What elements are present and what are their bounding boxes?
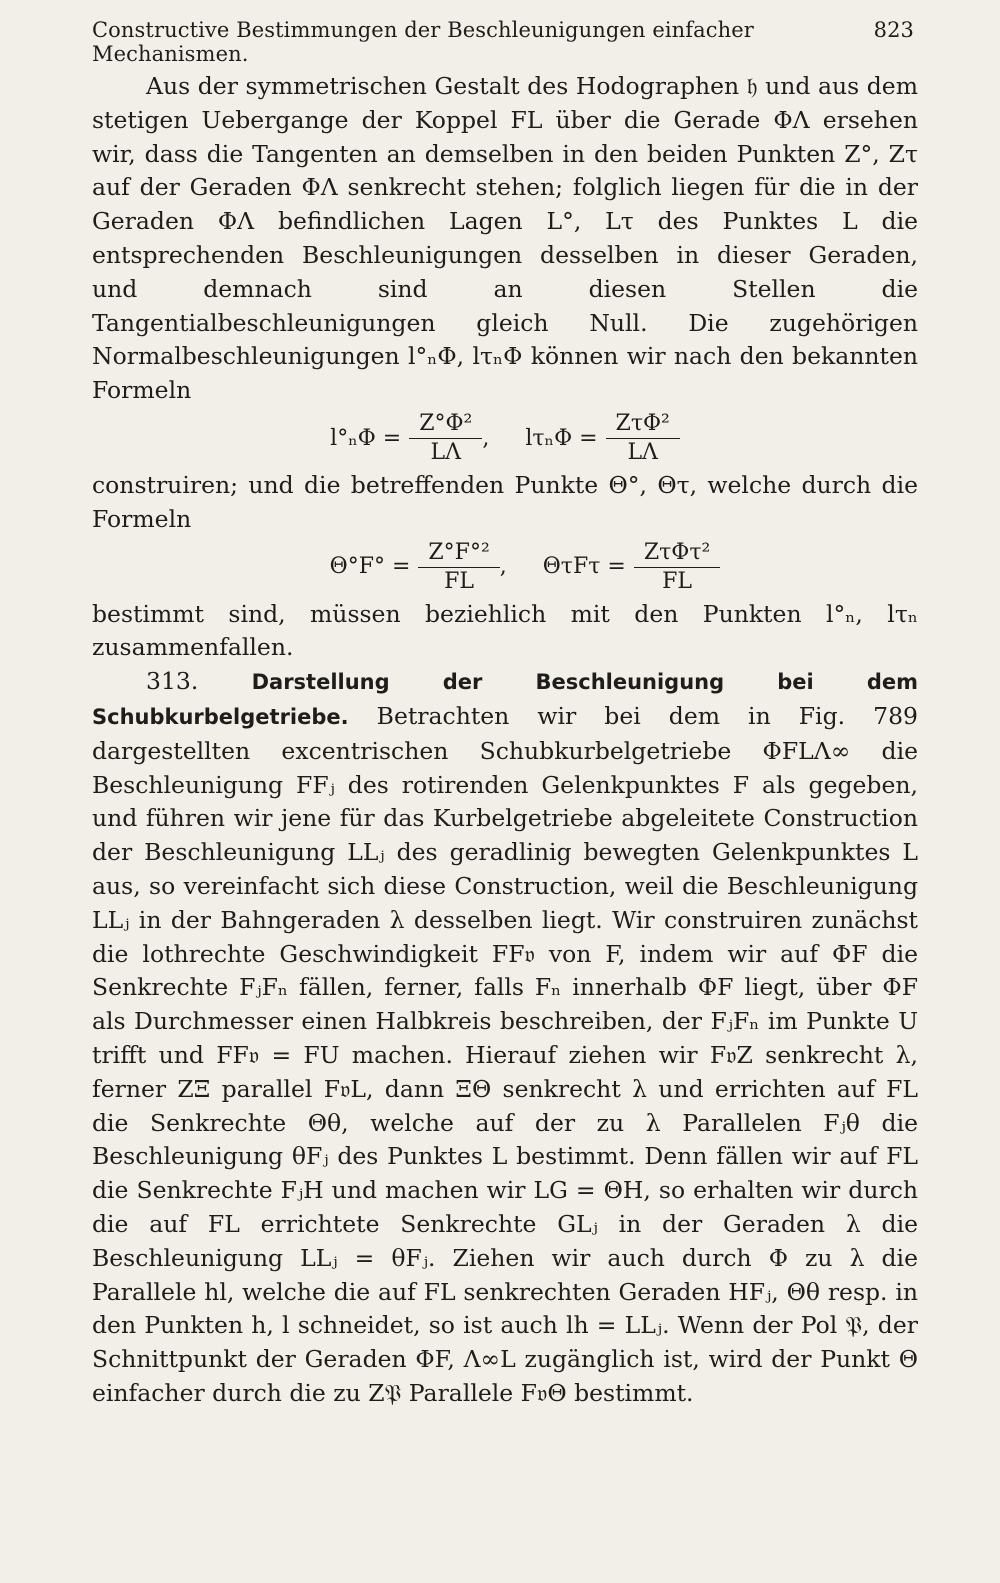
formula-left (330, 410, 489, 467)
fraction (418, 539, 499, 596)
formula-lhs: ΘτFτ = (542, 554, 626, 580)
formula-right (543, 539, 721, 596)
paragraph-bestimmt: bestimmt sind, müssen beziehlich mit den Punkten l°ₙ, lτₙ zusammenfallen. (92, 599, 918, 662)
denominator: LΛ (430, 439, 462, 465)
body-text (92, 70, 918, 1411)
denominator: LΛ (627, 439, 658, 465)
header-title: Constructive Bestimmungen der Beschleunigungen einfacher Mechanismen. (92, 18, 754, 66)
paragraph-construiren: construiren; und die betreffenden Punkte Θ°, Θτ, welche durch die Formeln (92, 470, 918, 533)
numerator: ZτΦ² (606, 410, 680, 439)
formula-theta-points (132, 539, 918, 596)
numerator: Z°Φ² (409, 410, 482, 439)
section-text: Betrachten wir bei dem in Fig. 789 dargestellten excentrischen Schubkurbelgetriebe ΦFLΛ∞ die Beschleunigung FFⱼ des rotirenden Gelenkpunktes F als gegeben, und führen wir jene für das Kurbelgetriebe abgeleitete Construction der Beschleunigung LLⱼ des geradlinig bewegten Gelenkpunktes L aus, so vereinfacht sich diese Construction, weil die Beschleunigung LLⱼ in der Bahngeraden λ desselben liegt. Wir construiren zunächst die lothrechte Geschwindigkeit FF𝔳 von F, indem wir auf ΦF die Senkrechte FⱼFₙ fällen, ferner, falls Fₙ innerhalb ΦF liegt, über ΦF als Durchmesser einen Halbkreis beschreiben, der FⱼFₙ im Punkte U trifft und FF𝔳 = FU machen. Hierauf ziehen wir F𝔳Z senkrecht λ, ferner ZΞ parallel F𝔳L, dann ΞΘ senkrecht λ und errichten auf FL die Senkrechte Θθ, welche auf der zu λ Parallelen Fⱼθ die Beschleunigung θFⱼ des Punktes L bestimmt. Denn fällen wir auf FL die Senkrechte FⱼH und machen wir LG = ΘH, so erhalten wir durch die auf FL errichtete Senkrechte GLⱼ in der Geraden λ die Beschleunigung LLⱼ = θFⱼ. Ziehen wir auch durch Φ zu λ die Parallele hl, welche die auf FL senkrechten Geraden HFⱼ, Θθ resp. in den Punkten h, l schneidet, so ist auch lh = LLⱼ. Wenn der Pol 𝔓, der Schnittpunkt der Geraden ΦF, Λ∞L zugänglich ist, wird der Punkt Θ einfacher durch die zu Z𝔓 Parallele F𝔳Θ bestimmt. (92, 701, 918, 1407)
formula-lhs: l°ₙΦ = (330, 425, 402, 451)
denominator: FL (444, 568, 475, 594)
fraction (606, 410, 680, 467)
numerator: Z°F°² (418, 539, 499, 568)
formula-lhs: lτₙΦ = (525, 425, 598, 451)
formula-left (330, 539, 507, 596)
paragraph-hodograph: Aus der symmetrischen Gestalt des Hodographen 𝔥 und aus dem stetigen Uebergange der Koppel FL über die Gerade ΦΛ ersehen wir, dass die Tangenten an demselben in den beiden Punkten Z°, Zτ auf der Geraden ΦΛ senkrecht stehen; folglich liegen für die in der Geraden ΦΛ befindlichen Lagen L°, Lτ des Punktes L die entsprechenden Beschleunigungen desselben in dieser Geraden, und demnach sind an diesen Stellen die Tangentialbeschleunigungen gleich Null. Die zugehörigen Normalbeschleunigungen l°ₙΦ, lτₙΦ können wir nach den bekannten Formeln (92, 72, 918, 405)
fraction (634, 539, 720, 596)
section-heading: Darstellung der Beschleunigung bei dem Schubkurbelgetriebe. (92, 670, 918, 729)
running-header (92, 18, 914, 66)
formula-right (525, 410, 680, 467)
section-313 (92, 665, 918, 1411)
page-number: 823 (873, 18, 914, 42)
formula-normal-acceleration (92, 410, 918, 467)
numerator: ZτΦτ² (634, 539, 720, 568)
formula-separator: , (482, 425, 490, 451)
denominator: FL (662, 568, 693, 594)
fraction (409, 410, 482, 467)
formula-separator: , (499, 554, 507, 580)
section-number: 313. (146, 667, 199, 696)
formula-lhs: Θ°F° = (329, 554, 411, 580)
